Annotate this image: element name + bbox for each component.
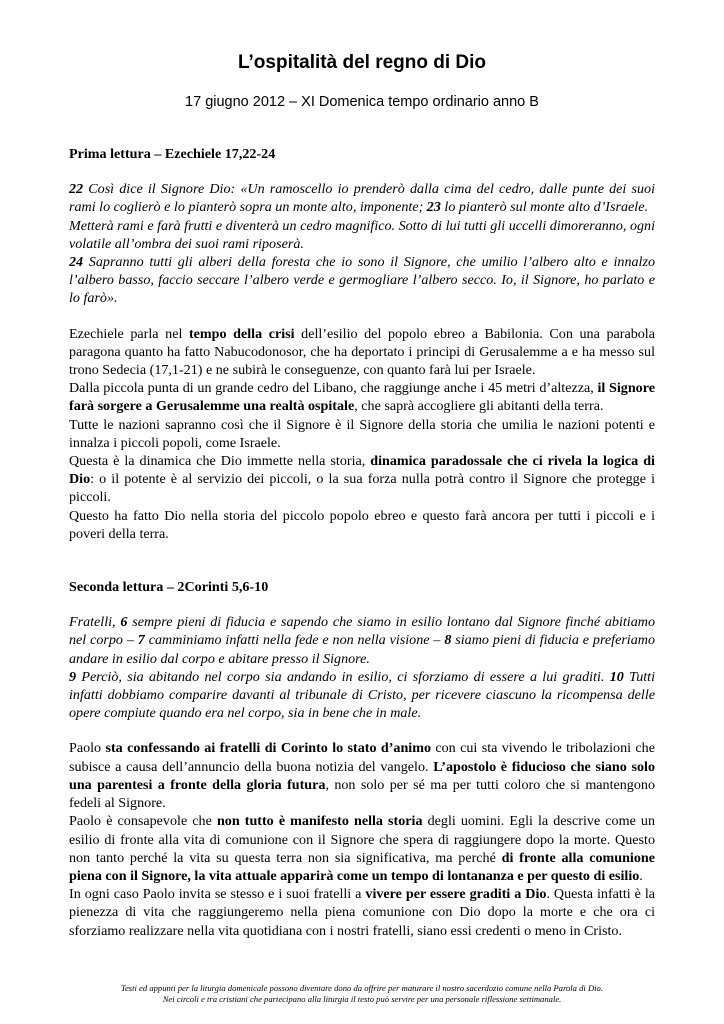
verse-number: 7 <box>137 632 145 649</box>
commentary-paragraph: Questa è la dinamica che Dio immette nella storia, dinamica paradossale che ci rivela la logica di Dio: o il potente è al servizio dei piccoli, o la sua forza nulla potrà contro il Signore che protegge i piccoli. <box>69 453 655 506</box>
footer-line: Testi ed appunti per la liturgia domenicale possono diventare dono da offrire per maturare il nostro sacerdozio comune nella Parola di Dio. <box>120 983 603 993</box>
commentary-paragraph: Ezechiele parla nel tempo della crisi dell’esilio del popolo ebreo a Babilonia. Con una parabola paragona quanto ha fatto Nabucodonosor, che ha deportato i principi di Gerusalemme a e ha messo sul trono Sedecia (17,1-21) e ne subirà le conseguenze, con quanto farà lui per Israele. <box>69 325 655 379</box>
commentary-paragraph: In ogni caso Paolo invita se stesso e i suoi fratelli a vivere per essere graditi a Dio. Questa infatti è la pienezza di vita che raggiungeremo nella piena comunione con Dio dopo la morte e che ora ci sforziamo realizzare nella vita quotidiana con i nostri fratelli, siano essi credenti o meno in Cristo. <box>69 886 656 939</box>
verse-text: lo pianterò sul monte alto d’Israele. <box>440 199 648 216</box>
commentary-paragraph: Paolo sta confessando ai fratelli di Corinto lo stato d’animo con cui sta vivendo le tribolazioni che subisce a causa dell’annuncio della buona notizia del vangelo. L’apostolo è fiducioso che siano solo una parentesi a fronte della gloria futura, non solo per sé ma per tutti coloro che si mantengono fedeli al Signore. <box>69 740 655 812</box>
commentary-paragraph: Tutte le nazioni sapranno così che il Signore è il Signore della storia che umilia le nazioni potenti e innalza i piccoli popoli, come Israele. <box>69 416 655 451</box>
verse-number: 24 <box>69 254 84 271</box>
page-subtitle: 17 giugno 2012 – XI Domenica tempo ordinario anno B <box>185 94 539 110</box>
first-reading-text <box>69 253 655 308</box>
verse-text: Così dice il Signore Dio: «Un ramoscello io prenderò dalla cima del cedro, dalle punte dei suoi rami lo coglierò e lo pianterò sopra un monte alto, imponente; <box>69 181 655 216</box>
commentary-paragraph: Questo ha fatto Dio nella storia del piccolo popolo ebreo e questo farà ancora per tutti i piccoli e i poveri della terra. <box>69 507 655 542</box>
verse-number: 10 <box>609 668 624 685</box>
footer-line: Nei circoli e tra cristiani che partecipano alla liturgia il testo può servire per una personale riflessione settimanale. <box>162 994 562 1004</box>
first-reading-text <box>69 180 655 216</box>
verse-number: 6 <box>120 614 128 631</box>
second-reading-heading: Seconda lettura – 2Corinti 5,6-10 <box>69 579 269 596</box>
verse-number: 9 <box>69 668 77 685</box>
commentary-paragraph: Dalla piccola punta di un grande cedro del Libano, che raggiunge anche i 45 metri d’altezza, il Signore farà sorgere a Gerusalemme una realtà ospitale, che saprà accogliere gli abitanti della terra. <box>69 380 655 415</box>
second-reading-text: 9 Perciò, sia abitando nel corpo sia andando in esilio, ci sforziamo di essere a lui graditi. 10 Tutti infatti dobbiamo comparire davanti al tribunale di Cristo, per ricevere ciascuno la ricompensa delle opere compiute quando era nel corpo, sia in bene che in male. <box>69 668 655 722</box>
first-reading-text: Metterà rami e farà frutti e diventerà un cedro magnifico. Sotto di lui tutti gli uccelli dimoreranno, ogni volatile all’ombra dei suoi rami riposerà. <box>69 217 655 252</box>
verse-number: 8 <box>444 632 452 649</box>
document-body <box>69 145 655 940</box>
page-footer <box>0 983 724 1005</box>
commentary-paragraph: Paolo è consapevole che non tutto è manifesto nella storia degli uomini. Egli la descrive come un esilio di fronte alla vita di comunione con il Signore che spera di raggiungere dopo la morte. Questo non tanto perché la vita su questa terra non sia significativa, ma perché di fronte alla comunione piena con il Signore, la vita attuale apparirà come un tempo di lontananza e per questo di esilio. <box>69 813 656 884</box>
verse-number: 22 <box>69 181 84 198</box>
verse-text: Sapranno tutti gli alberi della foresta che io sono il Signore, che umilio l’albero alto e innalzo l’albero basso, faccio seccare l’albero verde e germogliare l’albero secco. Io, il Signore, ho parlato e lo farò». <box>69 254 655 307</box>
page-title: L’ospitalità del regno di Dio <box>237 52 487 73</box>
verse-number: 23 <box>426 199 441 216</box>
second-reading-text: Fratelli, 6 sempre pieni di fiducia e sapendo che siamo in esilio lontano dal Signore finché abitiamo nel corpo – 7 camminiamo infatti nella fede e non nella visione – 8 siamo pieni di fiducia e preferiamo andare in esilio dal corpo e abitare presso il Signore. <box>69 614 655 667</box>
first-reading-heading: Prima lettura – Ezechiele 17,22-24 <box>69 146 276 162</box>
